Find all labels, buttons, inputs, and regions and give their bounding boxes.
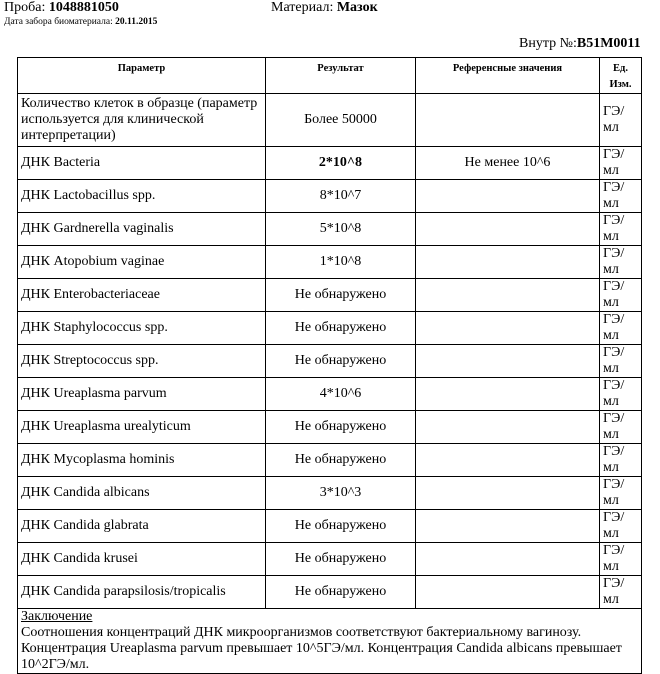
param-cell: ДНК Gardnerella vaginalis xyxy=(18,213,266,246)
result-cell: Не обнаружено xyxy=(266,543,416,576)
result-cell: Не обнаружено xyxy=(266,510,416,543)
conclusion-line: Соотношения концентраций ДНК микроорганизмов соответствуют бактериальному вагинозу. xyxy=(21,625,582,640)
material-line xyxy=(271,0,378,16)
column-header-reference: Референсные значения xyxy=(416,58,600,94)
conclusion-title: Заключение xyxy=(21,609,93,624)
results-table xyxy=(17,57,642,674)
reference-cell xyxy=(416,510,600,543)
reference-cell xyxy=(416,246,600,279)
result-cell: 2*10^8 xyxy=(266,147,416,180)
table-row xyxy=(18,312,642,345)
reference-cell xyxy=(416,411,600,444)
material-label: Материал: xyxy=(271,0,334,15)
unit-cell: ГЭ/мл xyxy=(600,279,642,312)
reference-cell xyxy=(416,180,600,213)
unit-cell: ГЭ/мл xyxy=(600,543,642,576)
table-row xyxy=(18,279,642,312)
result-cell: 3*10^3 xyxy=(266,477,416,510)
conclusion-cell xyxy=(18,609,642,674)
result-cell: 8*10^7 xyxy=(266,180,416,213)
unit-cell: ГЭ/мл xyxy=(600,147,642,180)
param-cell: ДНК Candida parapsilosis/tropicalis xyxy=(18,576,266,609)
result-cell: Не обнаружено xyxy=(266,312,416,345)
param-cell: ДНК Candida krusei xyxy=(18,543,266,576)
collection-date-value: 20.11.2015 xyxy=(115,17,158,27)
column-header-result: Результат xyxy=(266,58,416,94)
unit-cell: ГЭ/мл xyxy=(600,510,642,543)
collection-date-line xyxy=(4,17,157,27)
probe-line xyxy=(4,0,119,16)
result-cell: Не обнаружено xyxy=(266,279,416,312)
reference-cell xyxy=(416,345,600,378)
table-row xyxy=(18,378,642,411)
result-cell: 5*10^8 xyxy=(266,213,416,246)
reference-cell xyxy=(416,576,600,609)
collection-date-label: Дата забора биоматериала: xyxy=(4,17,113,27)
table-row xyxy=(18,94,642,147)
internal-number-label: Внутр №: xyxy=(519,36,577,51)
unit-cell: ГЭ/мл xyxy=(600,213,642,246)
table-row xyxy=(18,510,642,543)
reference-cell xyxy=(416,94,600,147)
reference-cell xyxy=(416,279,600,312)
table-row xyxy=(18,411,642,444)
internal-number-value: B51M0011 xyxy=(576,36,641,51)
internal-number-line xyxy=(519,36,641,52)
param-cell: ДНК Candida albicans xyxy=(18,477,266,510)
param-cell: ДНК Ureaplasma parvum xyxy=(18,378,266,411)
unit-cell: ГЭ/мл xyxy=(600,345,642,378)
table-row xyxy=(18,213,642,246)
result-cell: Не обнаружено xyxy=(266,345,416,378)
result-cell: Более 50000 xyxy=(266,94,416,147)
table-header-row xyxy=(18,58,642,94)
unit-cell: ГЭ/мл xyxy=(600,180,642,213)
material-value: Мазок xyxy=(336,0,378,15)
unit-cell: ГЭ/мл xyxy=(600,312,642,345)
probe-value: 1048881050 xyxy=(48,0,119,15)
table-row xyxy=(18,345,642,378)
table-row xyxy=(18,147,642,180)
reference-cell: Не менее 10^6 xyxy=(416,147,600,180)
table-row xyxy=(18,477,642,510)
param-cell: ДНК Atopobium vaginae xyxy=(18,246,266,279)
reference-cell xyxy=(416,543,600,576)
reference-cell xyxy=(416,378,600,411)
param-cell: ДНК Ureaplasma urealyticum xyxy=(18,411,266,444)
reference-cell xyxy=(416,444,600,477)
param-cell: ДНК Streptococcus spp. xyxy=(18,345,266,378)
param-cell: ДНК Mycoplasma hominis xyxy=(18,444,266,477)
unit-cell: ГЭ/мл xyxy=(600,94,642,147)
probe-label: Проба: xyxy=(4,0,46,15)
column-header-parameter: Параметр xyxy=(18,58,266,94)
result-cell: 1*10^8 xyxy=(266,246,416,279)
param-cell: ДНК Bacteria xyxy=(18,147,266,180)
param-cell: ДНК Lactobacillus spp. xyxy=(18,180,266,213)
conclusion-row xyxy=(18,609,642,674)
table-row xyxy=(18,180,642,213)
param-cell: ДНК Candida glabrata xyxy=(18,510,266,543)
table-row xyxy=(18,576,642,609)
reference-cell xyxy=(416,312,600,345)
unit-cell: ГЭ/мл xyxy=(600,477,642,510)
unit-cell: ГЭ/мл xyxy=(600,444,642,477)
param-cell: Количество клеток в образце (параметр используется для клинической интерпретации) xyxy=(18,94,266,147)
unit-cell: ГЭ/мл xyxy=(600,378,642,411)
result-cell: Не обнаружено xyxy=(266,576,416,609)
table-row xyxy=(18,246,642,279)
conclusion-line: Концентрация Ureaplasma parvum превышает 10^5ГЭ/мл. Концентрация Candida albicans превышает 10^2ГЭ/мл. xyxy=(21,641,622,672)
unit-cell: ГЭ/мл xyxy=(600,411,642,444)
result-cell: Не обнаружено xyxy=(266,411,416,444)
reference-cell xyxy=(416,213,600,246)
param-cell: ДНК Staphylococcus spp. xyxy=(18,312,266,345)
table-row xyxy=(18,444,642,477)
result-cell: 4*10^6 xyxy=(266,378,416,411)
param-cell: ДНК Enterobacteriaceae xyxy=(18,279,266,312)
result-cell: Не обнаружено xyxy=(266,444,416,477)
unit-cell: ГЭ/мл xyxy=(600,576,642,609)
unit-cell: ГЭ/мл xyxy=(600,246,642,279)
reference-cell xyxy=(416,477,600,510)
column-header-unit: Ед. Изм. xyxy=(600,58,642,94)
table-row xyxy=(18,543,642,576)
